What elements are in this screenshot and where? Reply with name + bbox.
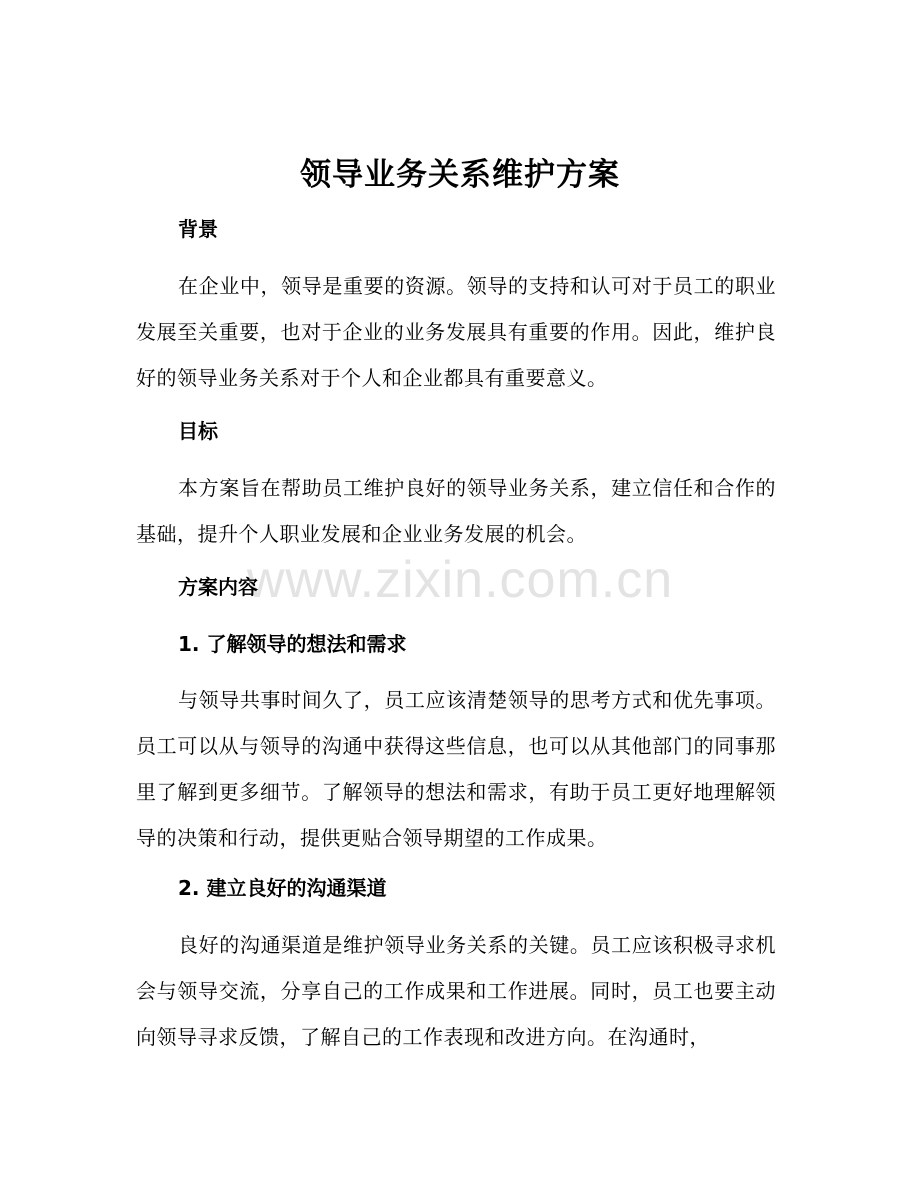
subheading-item-2: 2. 建立良好的沟通渠道 — [178, 876, 387, 900]
section-heading-goal: 目标 — [178, 419, 218, 443]
document-title: 领导业务关系维护方案 — [300, 157, 620, 193]
paragraph-item-1: 与领导共事时间久了，员工应该清楚领导的思考方式和优先事项。员工可以从与领导的沟通中获得这些信息，也可以从其他部门的同事那里了解到更多细节。了解领导的想法和需求，有助于员工更好地理解领导的决策和行动，提供更贴合领导期望的工作成果。 — [136, 688, 776, 850]
watermark-text: www.zixin.com.cn — [246, 551, 674, 609]
section-heading-content: 方案内容 — [178, 575, 258, 599]
paragraph-goal: 本方案旨在帮助员工维护良好的领导业务关系，建立信任和合作的基础，提升个人职业发展和企业业务发展的机会。 — [136, 476, 776, 546]
paragraph-item-2: 良好的沟通渠道是维护领导业务关系的关键。员工应该积极寻求机会与领导交流，分享自己的工作成果和工作进展。同时，员工也要主动向领导寻求反馈，了解自己的工作表现和改进方向。在沟通时， — [136, 933, 776, 1049]
subheading-item-1: 1. 了解领导的想法和需求 — [178, 632, 407, 656]
section-heading-background: 背景 — [178, 217, 218, 241]
paragraph-background: 在企业中，领导是重要的资源。领导的支持和认可对于员工的职业发展至关重要，也对于企业的业务发展具有重要的作用。因此，维护良好的领导业务关系对于个人和企业都具有重要意义。 — [136, 274, 776, 390]
